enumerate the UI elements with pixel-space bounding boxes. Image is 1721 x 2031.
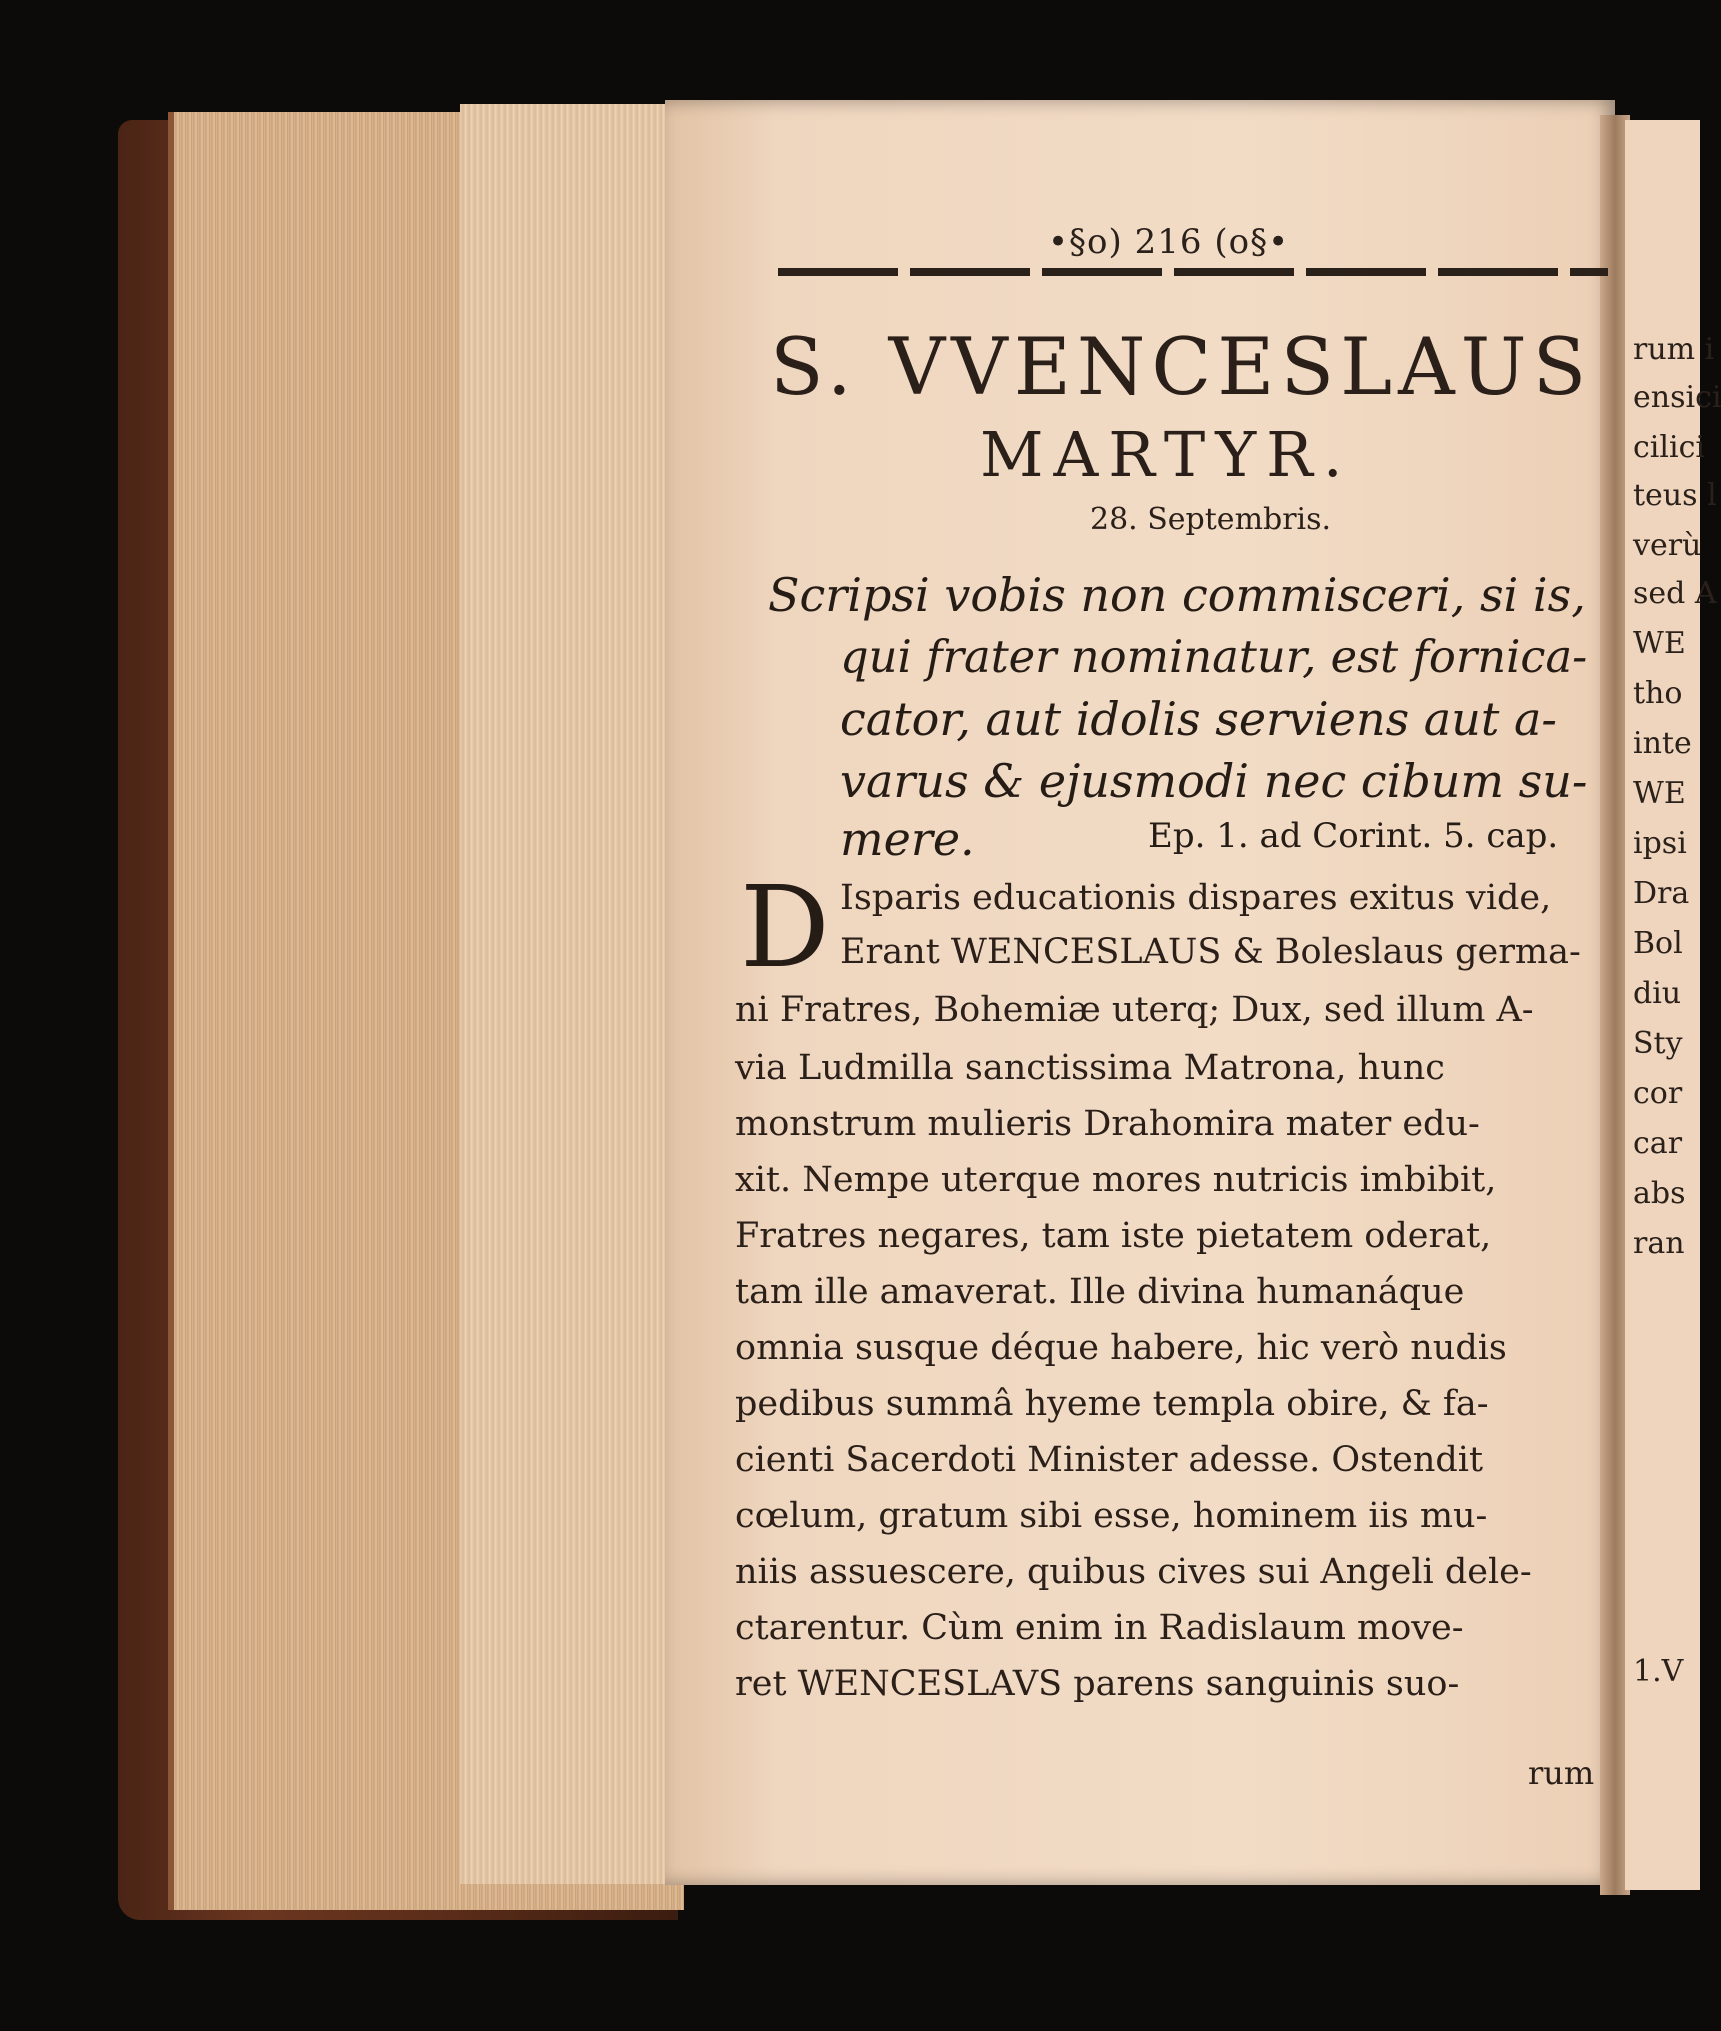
- right-page-fragment: verù: [1633, 528, 1702, 563]
- body-line: via Ludmilla sanctissima Matrona, hunc: [735, 1048, 1445, 1088]
- right-page-fragment: WE: [1633, 626, 1686, 661]
- quote-line: varus & ejusmodi nec cibum su-: [840, 754, 1588, 808]
- drop-cap: D: [740, 863, 830, 993]
- body-line: Fratres negares, tam iste pietatem oderat,: [735, 1216, 1492, 1256]
- right-page-fragment: WE: [1633, 776, 1686, 811]
- right-page: [1625, 120, 1721, 1890]
- body-line: Isparis educationis dispares exitus vide,: [840, 878, 1552, 918]
- body-line: omnia susque déque habere, hic verò nudis: [735, 1328, 1507, 1368]
- right-page-fragment: teus l: [1633, 478, 1717, 513]
- quote-reference: Ep. 1. ad Corint. 5. cap.: [1148, 816, 1559, 856]
- body-line: Erant WENCESLAUS & Boleslaus germa-: [840, 932, 1581, 972]
- quote-line: cator, aut idolis serviens aut a-: [840, 692, 1557, 746]
- body-line: monstrum mulieris Drahomira mater edu-: [735, 1104, 1480, 1144]
- right-page-fragment: ran: [1633, 1226, 1685, 1261]
- right-page-fragment: diu: [1633, 976, 1682, 1011]
- body-line: cienti Sacerdoti Minister adesse. Ostendit: [735, 1440, 1484, 1480]
- right-page-fragment: ipsi: [1633, 826, 1687, 861]
- right-page-fragment: cor: [1633, 1076, 1683, 1111]
- right-page-fragment: car: [1633, 1126, 1683, 1161]
- header-ornament-left: •§o): [1048, 222, 1123, 262]
- right-page-fragment: sed A: [1633, 576, 1717, 611]
- page-stack: [460, 104, 690, 1884]
- body-line: tam ille amaverat. Ille divina humanáque: [735, 1272, 1465, 1312]
- header-ornament-right: (o§•: [1214, 222, 1290, 262]
- body-line: niis assuescere, quibus cives sui Angeli dele-: [735, 1552, 1532, 1592]
- right-page-fragment: 1.V: [1633, 1654, 1684, 1689]
- header-rule: [778, 268, 1608, 276]
- right-page-fragment: Sty: [1633, 1026, 1683, 1061]
- body-line: pedibus summâ hyeme templa obire, & fa-: [735, 1384, 1489, 1424]
- catchword: rum: [1528, 1754, 1595, 1792]
- body-line: cœlum, gratum sibi esse, hominem iis mu-: [735, 1496, 1488, 1536]
- page-subtitle: MARTYR.: [980, 418, 1353, 491]
- quote-line: Scripsi vobis non commisceri, si is,: [768, 568, 1586, 622]
- page-header: [1048, 222, 1289, 262]
- feast-date: 28. Septembris.: [1090, 502, 1332, 537]
- body-line: ni Fratres, Bohemiæ uterq; Dux, sed illum A-: [735, 990, 1534, 1030]
- page-title: S. VVENCESLAUS: [770, 322, 1593, 413]
- page-number: 216: [1134, 222, 1203, 262]
- right-page-fragment: inte: [1633, 726, 1692, 761]
- right-page-fragment: abs: [1633, 1176, 1686, 1211]
- body-line: xit. Nempe uterque mores nutricis imbibit,: [735, 1160, 1497, 1200]
- right-page-fragment: ensici: [1633, 380, 1721, 415]
- right-page-fragment: tho: [1633, 676, 1683, 711]
- right-page-fragment: rum i: [1633, 332, 1715, 367]
- quote-line: mere.: [840, 812, 975, 866]
- right-page-fragment: Bol: [1633, 926, 1683, 961]
- right-page-fragment: Dra: [1633, 876, 1690, 911]
- quote-line: qui frater nominatur, est fornica-: [840, 630, 1588, 683]
- body-line: ctarentur. Cùm enim in Radislaum move-: [735, 1608, 1464, 1648]
- right-page-fragment: cilici: [1633, 430, 1705, 465]
- body-line: ret WENCESLAVS parens sanguinis suo-: [735, 1664, 1460, 1704]
